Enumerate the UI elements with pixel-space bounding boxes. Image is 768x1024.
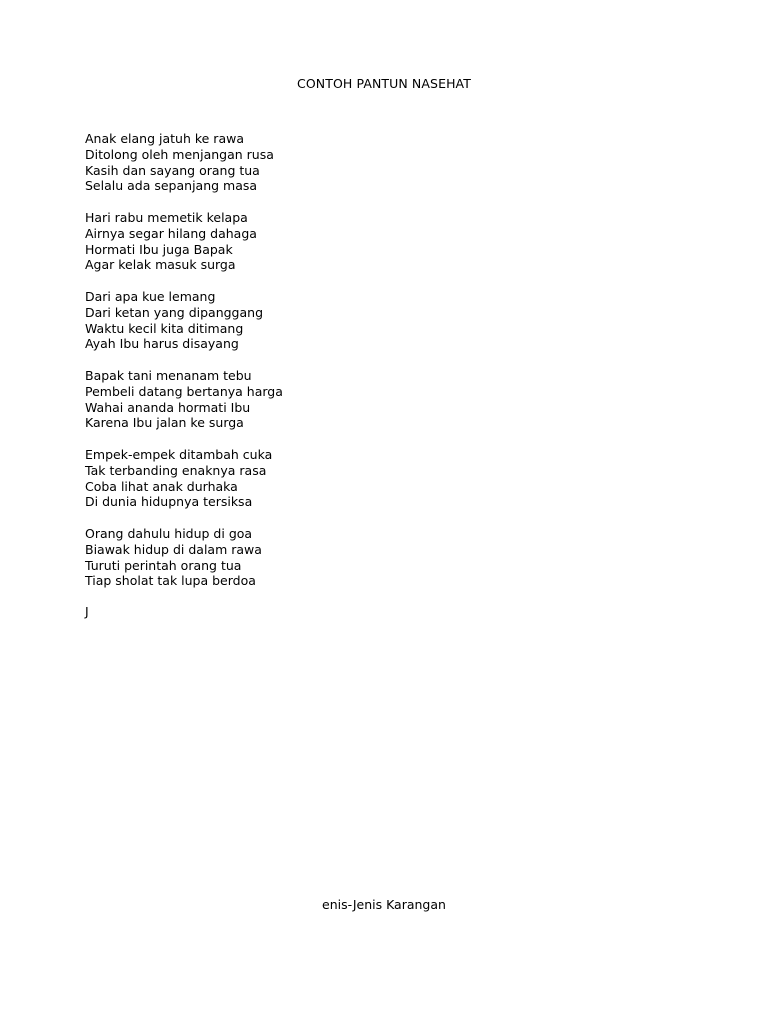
poem-line: Tak terbanding enaknya rasa <box>85 462 267 478</box>
poem-line: Dari apa kue lemang <box>85 288 216 304</box>
poem-line: Ditolong oleh menjangan rusa <box>85 146 274 162</box>
stanza <box>85 447 685 510</box>
poem-line: Karena Ibu jalan ke surga <box>85 415 244 431</box>
poem-line: Empek-empek ditambah cuka <box>85 446 273 462</box>
poem-line: Coba lihat anak durhaka <box>85 478 238 494</box>
page-footer: enis-Jenis Karangan <box>322 897 446 912</box>
poem-line: Kasih dan sayang orang tua <box>85 162 260 178</box>
stanza <box>85 289 685 352</box>
poem-line: Anak elang jatuh ke rawa <box>85 131 244 146</box>
stanza <box>85 131 685 194</box>
stanza <box>85 526 685 589</box>
poem-line: Hari rabu memetik kelapa <box>85 209 248 225</box>
stanza <box>85 368 685 431</box>
poem-line: Agar kelak masuk surga <box>85 257 236 273</box>
poem-line: Selalu ada sepanjang masa <box>85 178 258 194</box>
poem-line: Bapak tani menanam tebu <box>85 367 252 383</box>
poem-line: Orang dahulu hidup di goa <box>85 525 253 541</box>
poem-line: Waktu kecil kita ditimang <box>85 320 244 336</box>
poem-line: Biawak hidup di dalam rawa <box>85 541 262 557</box>
poem-line: Pembeli datang bertanya harga <box>85 383 283 399</box>
poem-line: Tiap sholat tak lupa berdoa <box>85 573 256 589</box>
poem-line: Wahai ananda hormati Ibu <box>85 399 251 415</box>
poem-line: Airnya segar hilang dahaga <box>85 225 257 241</box>
stray-character: J <box>85 604 89 619</box>
poem-line: Hormati Ibu juga Bapak <box>85 241 233 257</box>
page-title: CONTOH PANTUN NASEHAT <box>297 76 471 91</box>
poem-line: Di dunia hidupnya tersiksa <box>85 494 253 510</box>
stanza <box>85 210 685 273</box>
poem-line: Ayah Ibu harus disayang <box>85 336 239 352</box>
poem-body <box>85 131 685 605</box>
poem-line: Turuti perintah orang tua <box>85 557 242 573</box>
poem-line: Dari ketan yang dipanggang <box>85 304 264 320</box>
